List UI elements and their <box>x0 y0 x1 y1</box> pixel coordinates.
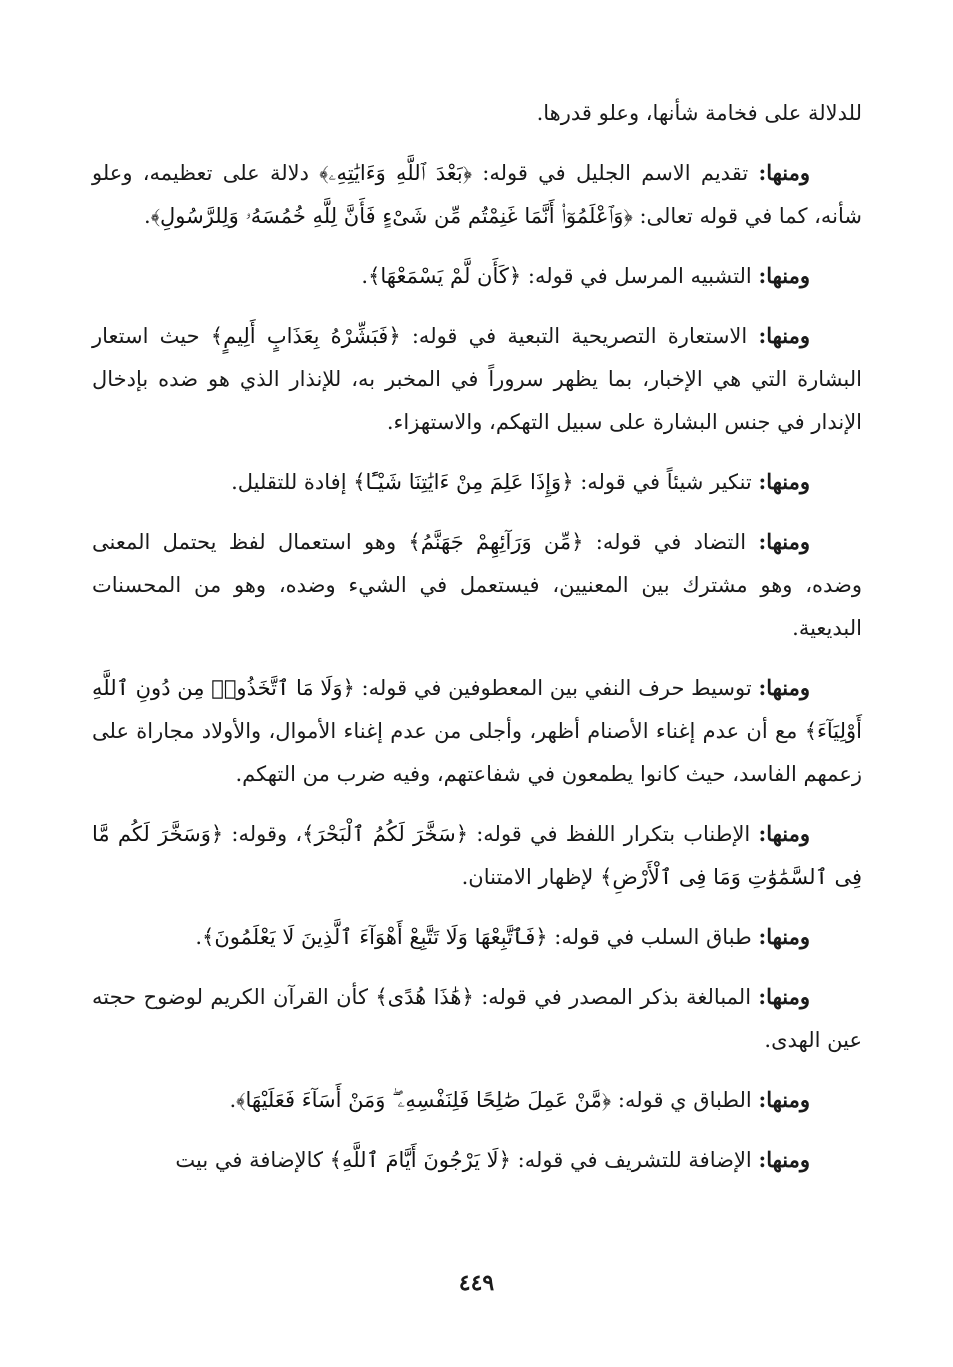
paragraph-8 <box>92 812 862 899</box>
quran-quote: ﴿ مَّنْ عَمِلَ صَٰلِحًا فَلِنَفْسِهِۦ ۖ وَمَنْ أَسَآءَ فَعَلَيْهَا ﴾ <box>236 1088 611 1112</box>
quran-quote: ﴿ فَبَشِّرْهُ بِعَذَابٍ أَلِيمٍ ﴾ <box>211 324 401 348</box>
text-segment: الاستعارة التصريحية التبعية في قوله: <box>400 324 759 348</box>
paragraph-7 <box>92 666 862 796</box>
keyword: ومنها: <box>758 984 810 1009</box>
text-segment: طباق السلب في قوله: <box>547 925 759 949</box>
keyword: ومنها: <box>758 821 811 846</box>
paragraph-1 <box>92 92 862 135</box>
quran-quote: ﴿ كَأَن لَّمْ يَسْمَعْهَا ﴾ <box>368 264 521 288</box>
text-segment: توسيط حرف النفي بين المعطوفين في قوله: <box>354 676 759 700</box>
quran-quote: ﴿ وَلَا مَا ٱتَّخَذُوا۟ مِن دُونِ ٱللَّهِ أَوْلِيَآءَ ﴾ <box>92 676 862 743</box>
quran-quote: ﴿ مِّن وَرَآئِهِمْ جَهَنَّمُ ﴾ <box>408 530 583 554</box>
keyword: ومنها: <box>758 1087 810 1112</box>
text-segment: الطباق ي قوله: <box>611 1088 759 1112</box>
quran-quote: ﴿ وَسَخَّرَ لَكُم مَّا فِى ٱلسَّمَٰوَٰتِ وَمَا فِى ٱلْأَرْضِ ﴾ <box>92 822 862 889</box>
keyword: ومنها: <box>758 263 810 288</box>
quran-quote: ﴿ لَا يَرْجُونَ أَيَّامَ ٱللَّهِ ﴾ <box>330 1148 511 1172</box>
paragraph-12 <box>92 1138 862 1182</box>
text-segment: كالإضافة في بيت <box>175 1148 330 1172</box>
text-segment: لإظهار الامتنان. <box>461 865 601 889</box>
quran-quote: ﴿ بَعْدَ ٱللَّهِ وَءَايَٰتِهِۦ ﴾ <box>319 161 472 185</box>
text-segment: . <box>195 925 203 949</box>
text-segment: التشبيه المرسل في قوله: <box>521 264 759 288</box>
text-segment: ، وقوله: <box>223 822 303 846</box>
keyword: ومنها: <box>758 1147 810 1172</box>
paragraph-text: للدلالة على فخامة شأنها، وعلو قدرها. <box>536 101 862 125</box>
text-segment: المبالغة بذكر المصدر في قوله: <box>473 985 759 1009</box>
page-number: ٤٤٩ <box>458 1270 495 1296</box>
text-segment: تقديم الاسم الجليل في قوله: <box>472 161 759 185</box>
quran-quote: ﴿ هَٰذَا هُدًى ﴾ <box>375 985 473 1009</box>
quran-quote: ﴿ سَخَّرَ لَكُمُ ٱلْبَحْرَ ﴾ <box>302 822 468 846</box>
text-segment: التضاد في قوله: <box>583 530 759 554</box>
document-body <box>92 92 862 1198</box>
keyword: ومنها: <box>758 323 810 348</box>
text-segment: مع أن عدم إغناء الأصنام أظهر، وأجلى من عدم إغناء الأموال، والأولاد مجاراة على زعمهم الفاسد، حيث كانوا يطمعون في شفاعتهم، وفيه ضرب من التهكم. <box>92 719 862 786</box>
keyword: ومنها: <box>758 469 810 494</box>
paragraph-6 <box>92 520 862 650</box>
text-segment: تنكير شيئاً في قوله: <box>573 470 759 494</box>
paragraph-3 <box>92 254 862 298</box>
text-segment: إفادة للتقليل. <box>231 470 354 494</box>
text-segment: . <box>144 204 151 228</box>
text-segment: كأن القرآن الكريم لوضوح حجته عين الهدى. <box>92 985 862 1052</box>
paragraph-11 <box>92 1078 862 1122</box>
paragraph-2 <box>92 151 862 238</box>
text-segment: الإضافة للتشريف في قوله: <box>510 1148 759 1172</box>
text-segment: وهو استعمال لفظ يحتمل المعنى وضده، وهو مشترك بين المعنيين، فيستعمل في الشيء وضده، وهو من المحسنات البديعية. <box>92 530 862 640</box>
paragraph-9 <box>92 915 862 959</box>
text-segment: . <box>361 264 369 288</box>
quran-quote: ﴿ وَٱعْلَمُوٓا۟ أَنَّمَا غَنِمْتُم مِّن شَىْءٍ فَأَنَّ لِلَّهِ خُمُسَهُۥ وَلِلرَّسُولِ ﴾ <box>151 204 633 228</box>
keyword: ومنها: <box>758 160 810 185</box>
quran-quote: ﴿ فَٱتَّبِعْهَا وَلَا تَتَّبِعْ أَهْوَآءَ ٱلَّذِينَ لَا يَعْلَمُونَ ﴾ <box>202 925 548 949</box>
keyword: ومنها: <box>758 529 810 554</box>
paragraph-5 <box>92 460 862 504</box>
quran-quote: ﴿ وَإِذَا عَلِمَ مِنْ ءَايَٰتِنَا شَيْـًٔا ﴾ <box>353 470 573 494</box>
keyword: ومنها: <box>758 675 810 700</box>
paragraph-4 <box>92 314 862 444</box>
paragraph-10 <box>92 975 862 1062</box>
text-segment: حيث استعار البشارة التي هي الإخبار، بما يظهر سروراً في المخبر به، للإنذار الذي هو ضده بإدخال الإندار في جنس البشارة على سبيل التهكم، والاستهزاء. <box>92 324 862 434</box>
text-segment: دلالة على تعظيمه، وعلو شأنه، كما في قوله تعالى: <box>92 161 862 228</box>
text-segment: الإطناب بتكرار اللفظ في قوله: <box>468 822 759 846</box>
keyword: ومنها: <box>758 924 810 949</box>
text-segment: . <box>229 1088 237 1112</box>
